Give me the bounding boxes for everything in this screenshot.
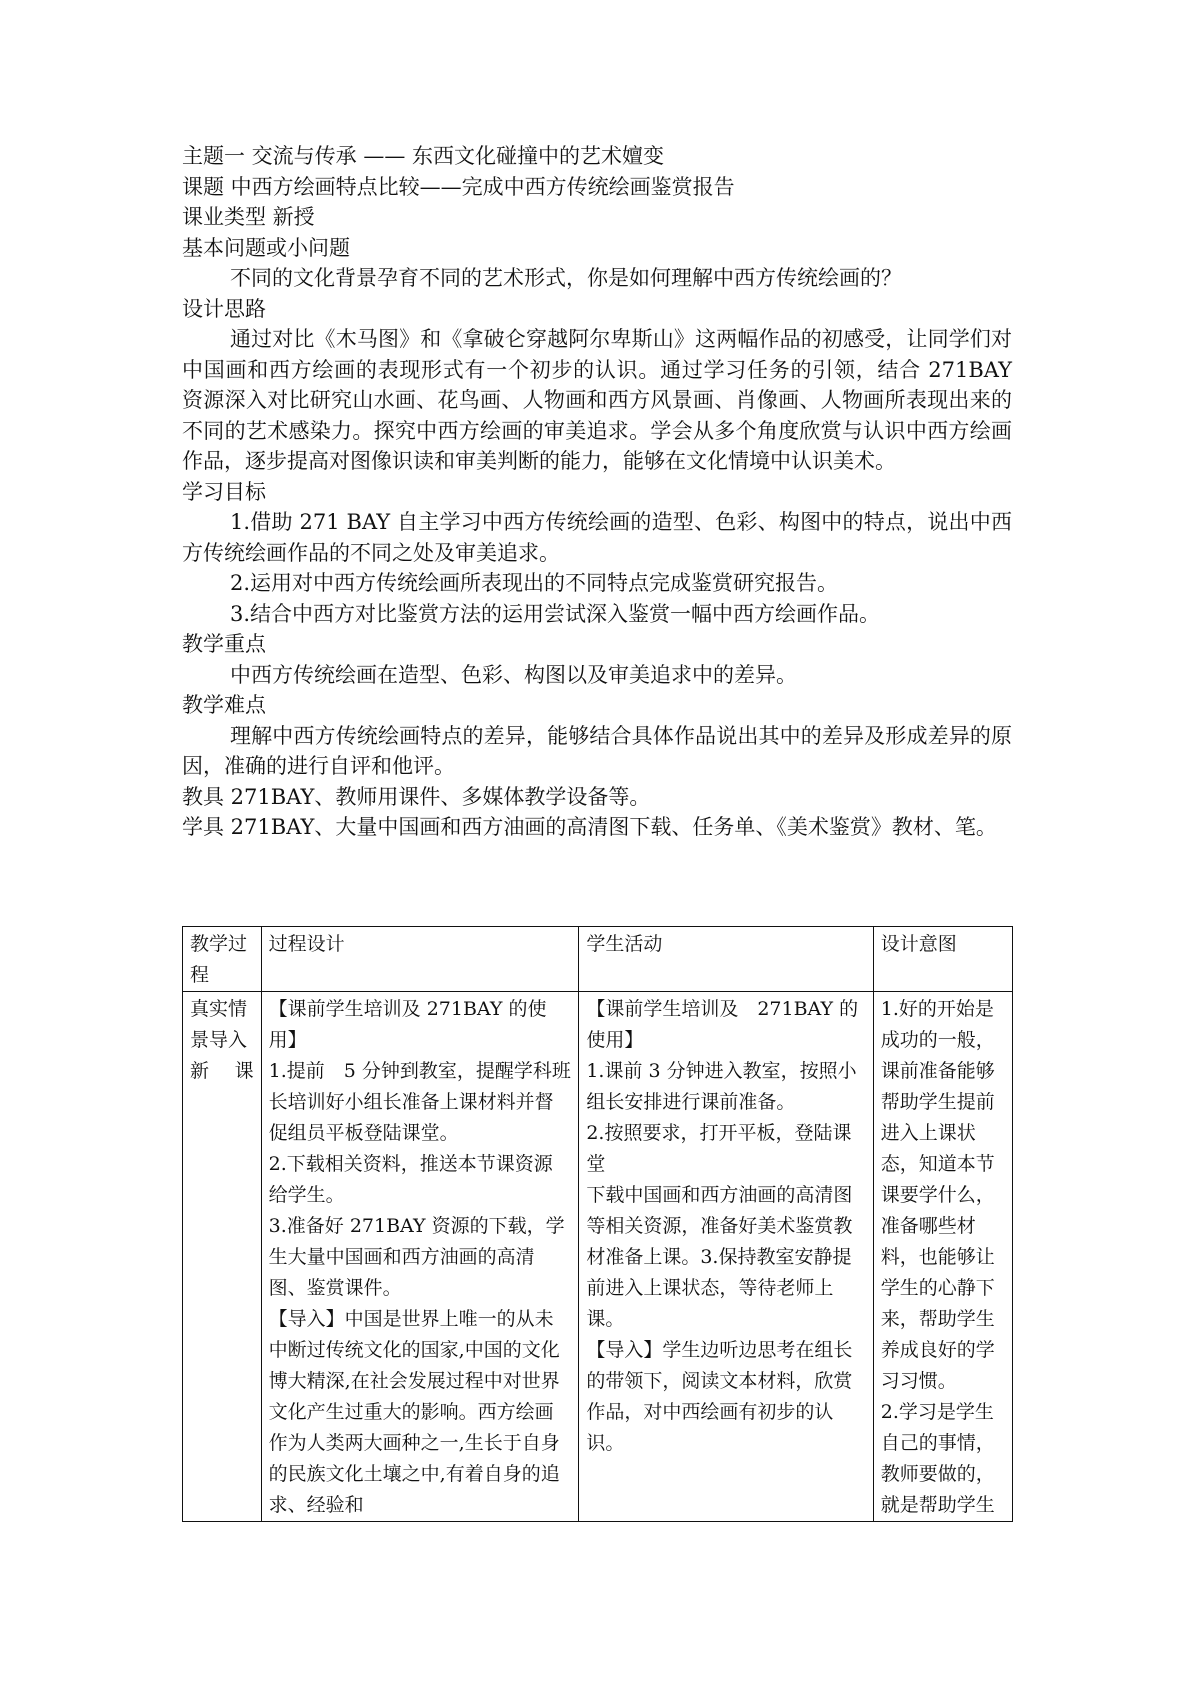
- question-text: 不同的文化背景孕育不同的艺术形式，你是如何理解中西方传统绘画的？: [230, 266, 902, 290]
- key-points-heading: 教学重点: [182, 632, 266, 656]
- table-row: [183, 992, 1013, 1522]
- intent-line: 1.好的开始是成功的一般，课前准备能够帮助学生提前进入上课状态，知道本节课要学什么，准备哪些材料，也能够让学生的心静下来，帮助学生养成良好的学习习惯。: [880, 998, 995, 1392]
- student-line: 【导入】学生边听边思考在组长的带领下，阅读文本材料，欣赏作品，对中西绘画有初步的认识。: [586, 1339, 853, 1454]
- lesson-process-table: [182, 926, 1013, 1522]
- key-points-text: 中西方传统绘画在造型、色彩、构图以及审美追求中的差异。: [230, 662, 797, 687]
- process-cell: [261, 992, 579, 1522]
- goal-item: 2.运用对中西方传统绘画所表现出的不同特点完成鉴赏研究报告。: [230, 571, 839, 595]
- design-heading: 设计思路: [182, 296, 266, 321]
- design-intent-cell: [873, 992, 1012, 1522]
- student-line: 【课前学生培训及 271BAY 的使用】: [586, 998, 859, 1051]
- lesson-title: 课题 中西方绘画特点比较——完成中西方传统绘画鉴赏报告: [182, 174, 735, 199]
- process-line: 2.下载相关资料，推送本节课资源给学生。: [268, 1153, 553, 1206]
- lesson-type: 课业类型 新授: [182, 205, 315, 229]
- goal-item: 3.结合中西方对比鉴赏方法的运用尝试深入鉴赏一幅中西方绘画作品。: [230, 601, 881, 626]
- student-line: 2.按照要求，打开平板，登陆课堂: [586, 1122, 852, 1175]
- header-cell-intent: 设计意图: [873, 927, 1012, 992]
- header-cell-process: 过程设计: [261, 927, 579, 992]
- table-header-row: [183, 927, 1013, 992]
- question-heading: 基本问题或小问题: [182, 235, 350, 260]
- process-line: 【课前学生培训及 271BAY 的使用】: [268, 998, 547, 1051]
- student-line: 1.课前 3 分钟进入教室，按照小组长安排进行课前准备。: [586, 1060, 857, 1113]
- difficulty-heading: 教学难点: [182, 693, 266, 717]
- difficulty-text: 理解中西方传统绘画特点的差异，能够结合具体作品说出其中的差异及形成差异的原因，准确的进行自评和他评。: [182, 723, 1012, 778]
- process-line: 【导入】中国是世界上唯一的从未中断过传统文化的国家,中国的文化博大精深,在社会发展过程中对世界文化产生过重大的影响。西方绘画作为人类两大画种之一,生长于自身的民族文化土壤之中,有着自身的追求、经验和: [268, 1308, 560, 1516]
- teacher-tools: 教具 271BAY、教师用课件、多媒体教学设备等。: [182, 784, 651, 809]
- goal-item: 1.借助 271 BAY 自主学习中西方传统绘画的造型、色彩、构图中的特点，说出中西方传统绘画作品的不同之处及审美追求。: [182, 510, 1012, 565]
- process-line: 1.提前 5 分钟到教室，提醒学科班长培训好小组长准备上课材料并督促组员平板登陆课堂。: [268, 1060, 571, 1144]
- header-cell-student: 学生活动: [579, 927, 873, 992]
- header-cell-stage: 教学过程: [183, 927, 262, 992]
- design-text: 通过对比《木马图》和《拿破仑穿越阿尔卑斯山》这两幅作品的初感受，让同学们对中国画和西方绘画的表现形式有一个初步的认识。通过学习任务的引领，结合 271BAY 资源深入对比研究山水画、花鸟画、人物画和西方风景画、肖像画、人物画所表现出来的不同的艺术感染力。探究中西方绘画的审美追求。学会从多个角度欣赏与认识中西方绘画作品，逐步提高对图像识读和审美判断的能力，能够在文化情境中认识美术。: [182, 327, 1012, 473]
- goals-heading: 学习目标: [182, 479, 266, 504]
- process-line: 3.准备好 271BAY 资源的下载，学生大量中国画和西方油画的高清图、鉴赏课件。: [268, 1215, 565, 1299]
- student-activity-cell: [579, 992, 873, 1522]
- lesson-plan-text: [182, 141, 1012, 843]
- stage-cell: 真实情景导入新课: [183, 992, 262, 1522]
- student-tools: 学具 271BAY、大量中国画和西方油画的高清图下载、任务单、《美术鉴赏》教材、笔。: [182, 815, 997, 839]
- student-line: 下载中国画和西方油画的高清图等相关资源，准备好美术鉴赏教材准备上课。3.保持教室安静提前进入上课状态，等待老师上课。: [586, 1184, 853, 1330]
- intent-line: 2.学习是学生自己的事情，教师要做的，就是帮助学生: [880, 1401, 995, 1516]
- topic-line: 主题一 交流与传承 —— 东西文化碰撞中的艺术嬗变: [182, 144, 665, 168]
